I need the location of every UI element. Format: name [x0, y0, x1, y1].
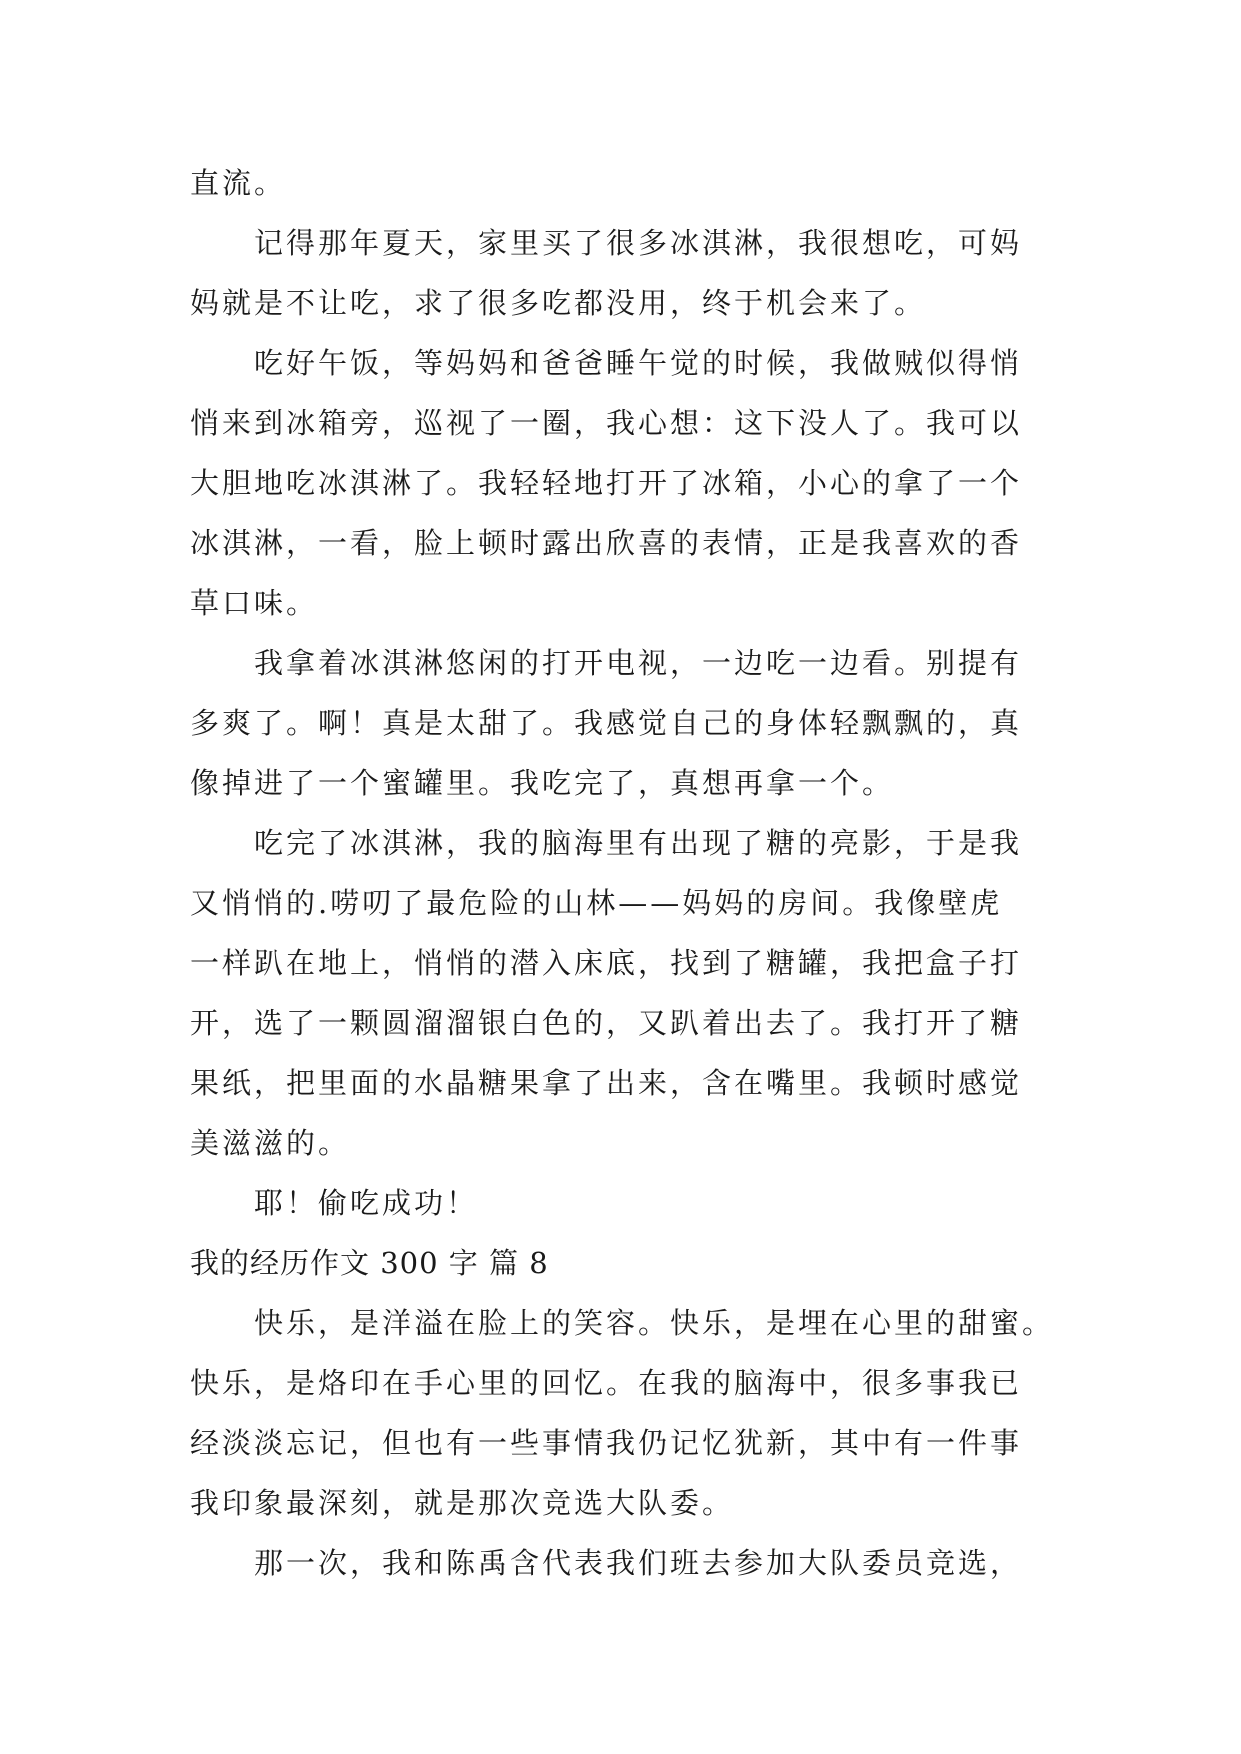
text-line: 果纸，把里面的水晶糖果拿了出来，含在嘴里。我顿时感觉 — [190, 1066, 1023, 1100]
text-line: 草口味。 — [190, 586, 319, 620]
text-line: 像掉进了一个蜜罐里。我吃完了，真想再拿一个。 — [190, 766, 895, 800]
text-line: 直流。 — [190, 166, 287, 200]
text-line: 我拿着冰淇淋悠闲的打开电视，一边吃一边看。别提有 — [254, 646, 1023, 680]
text-line: 快乐，是烙印在手心里的回忆。在我的脑海中，很多事我已 — [190, 1366, 1023, 1400]
text-line: 快乐，是洋溢在脸上的笑容。快乐，是埋在心里的甜蜜。 — [254, 1306, 1055, 1340]
text-line: 吃好午饭，等妈妈和爸爸睡午觉的时候，我做贼似得悄 — [254, 346, 1023, 380]
text-line: 大胆地吃冰淇淋了。我轻轻地打开了冰箱，小心的拿了一个 — [190, 466, 1023, 500]
text-line: 妈就是不让吃，求了很多吃都没用，终于机会来了。 — [190, 286, 927, 320]
text-line: 又悄悄的.唠叨了最危险的山林——妈妈的房间。我像壁虎 — [190, 886, 1003, 920]
text-line: 记得那年夏天，家里买了很多冰淇淋，我很想吃，可妈 — [254, 226, 1023, 260]
text-line: 开，选了一颗圆溜溜银白色的，又趴着出去了。我打开了糖 — [190, 1006, 1023, 1040]
text-line: 经淡淡忘记，但也有一些事情我仍记忆犹新，其中有一件事 — [190, 1426, 1023, 1460]
text-line: 那一次，我和陈禹含代表我们班去参加大队委员竞选， — [254, 1546, 1023, 1580]
text-line: 吃完了冰淇淋，我的脑海里有出现了糖的亮影，于是我 — [254, 826, 1023, 860]
text-line: 美滋滋的。 — [190, 1126, 351, 1160]
text-line: 多爽了。啊！真是太甜了。我感觉自己的身体轻飘飘的，真 — [190, 706, 1023, 740]
text-line: 悄来到冰箱旁，巡视了一圈，我心想：这下没人了。我可以 — [190, 406, 1023, 440]
section-heading: 我的经历作文 300 字 篇 8 — [190, 1246, 549, 1280]
text-line: 我印象最深刻，就是那次竞选大队委。 — [190, 1486, 735, 1520]
text-line: 冰淇淋，一看，脸上顿时露出欣喜的表情，正是我喜欢的香 — [190, 526, 1023, 560]
text-line: 一样趴在地上，悄悄的潜入床底，找到了糖罐，我把盒子打 — [190, 946, 1023, 980]
text-line: 耶！偷吃成功！ — [254, 1186, 479, 1220]
essay-text — [190, 153, 1055, 1593]
